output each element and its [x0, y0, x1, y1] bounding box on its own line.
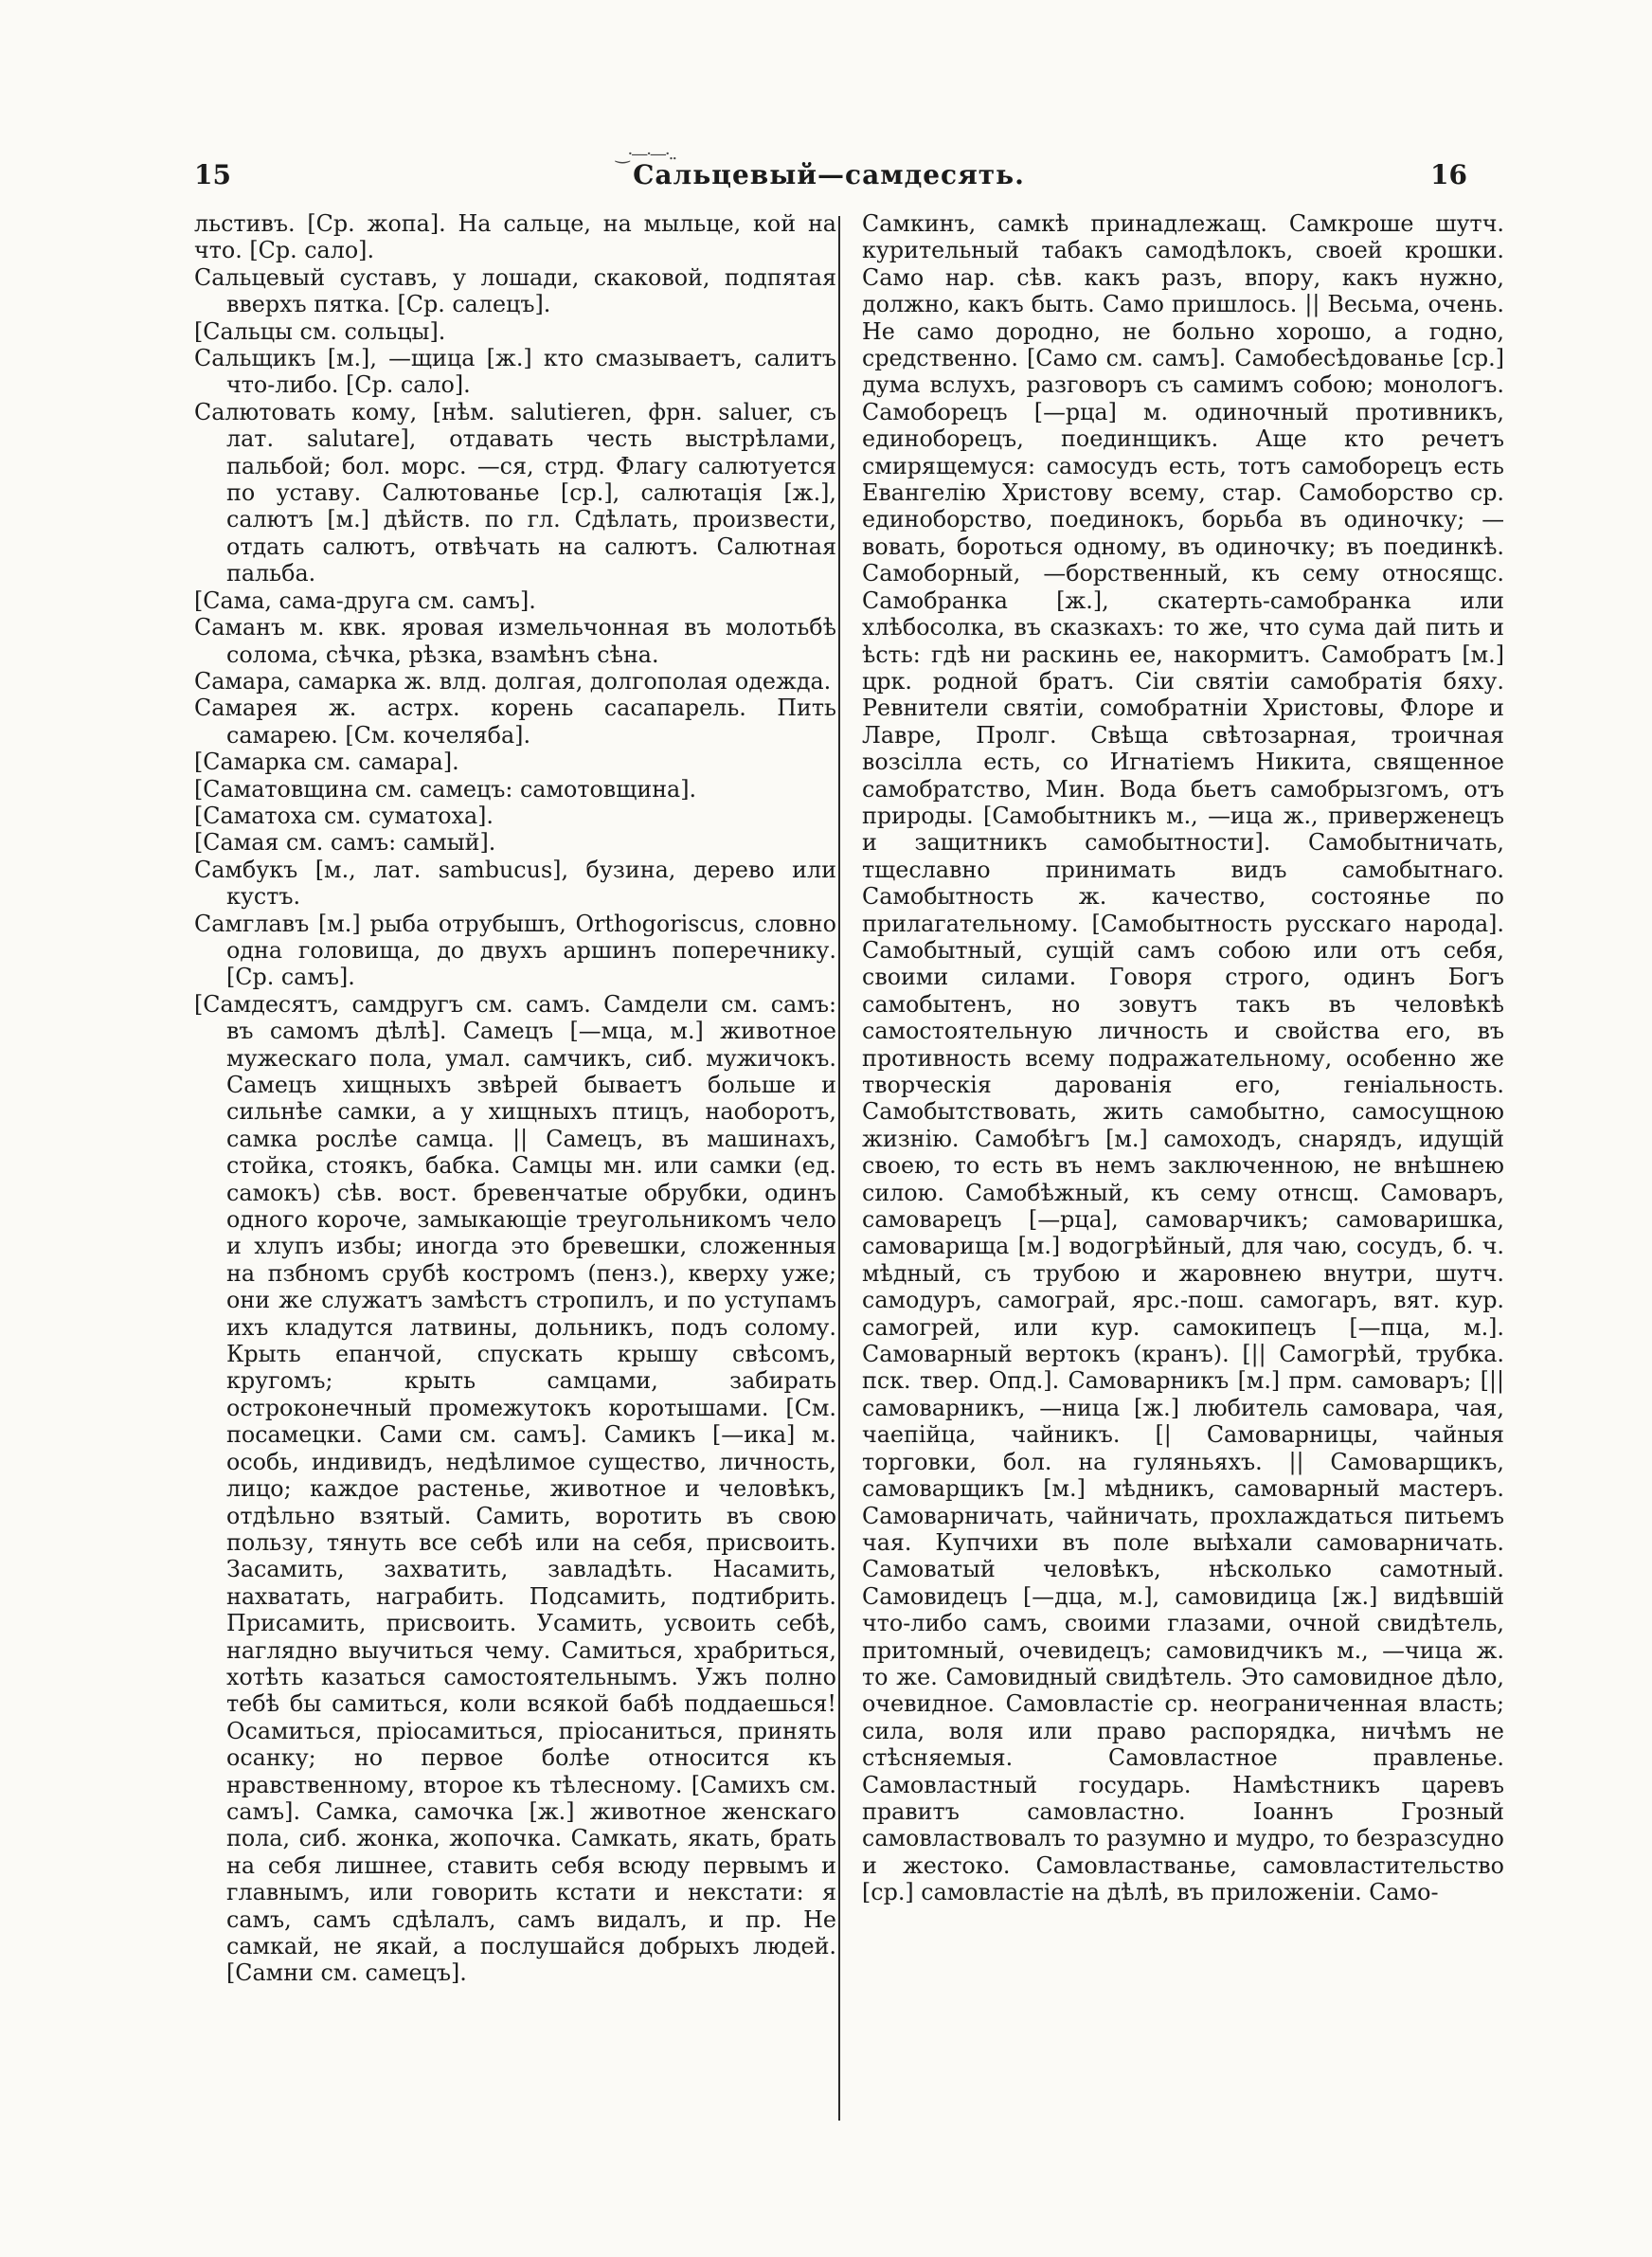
entry: льстивъ. [Ср. жопа]. На сальце, на мыльце, кой на что. [Ср. сало]. [194, 210, 836, 264]
right-column [862, 210, 1504, 2134]
entry: [Саматовщина см. самецъ: самотовщина]. [194, 775, 697, 803]
entry: [Самая см. самъ: самый]. [194, 829, 496, 857]
entry: [Саматоха см. суматоха]. [194, 802, 494, 829]
entry: [Сама, сама-друга см. самъ]. [194, 587, 536, 614]
running-header [0, 144, 1652, 208]
entry: Самбукъ [м., лат. sambucus], бузина, дерево или кустъ. [194, 856, 836, 911]
entry: Сальщикъ [м.], —щица [ж.] кто смазываетъ, салитъ что-либо. [Ср. сало]. [194, 345, 836, 399]
header-ornament: ‿·—·—·.. [616, 144, 676, 164]
entry: Самкинъ, самкѣ принадлежащ. Самкроше шутч. курительный табакъ самодѣлокъ, своей крошки. Само нар. сѣв. какъ разъ, впору, какъ нужно, должно, какъ быть. Само пришлось. || Весьма, очень. Не само дородно, не больно хорошо, а годно, средственно. [Само см. самъ]. Самобесѣдованье [ср.] дума вслухъ, разговоръ съ самимъ собою; монологъ. Самоборецъ [—рца] м. одиночный противникъ, единоборецъ, поединщикъ. Аще кто речетъ смирящемуся: самосудъ есть, тотъ самоборецъ есть Евангелію Христову всему, стар. Самоборство ср. единоборство, поединокъ, борьба въ одиночку; —вовать, бороться одному, въ одиночку; въ поединкѣ. Самоборный, —борственный, къ сему относящс. Самобранка [ж.], скатерть-самобранка или хлѣбосолка, въ сказкахъ: то же, что сума дай пить и ѣсть: гдѣ ни раскинь ее, накормитъ. Самобратъ [м.] црк. родной братъ. Сіи святіи самобратія бяху. Ревнители святіи, сомобратніи Христовы, Флоре и Лавре, Пролг. Свѣща свѣтозарная, троичная возсілла есть, со Игнатіемъ Никита, священное самобратство, Мин. Вода бьетъ самобрызгомъ, отъ природы. [Самобытникъ м., —ица ж., приверженецъ и защитникъ самобытности]. Самобытничать, тщеславно принимать видъ самобытнаго. Самобытность ж. качество, состоянье по прилагательному. [Самобытность русскаго народа]. Самобытный, сущій самъ собою или отъ себя, своими силами. Говоря строго, одинъ Богъ самобытенъ, но зовутъ такъ въ человѣкѣ самостоятельную личность и свойства его, въ противность всему подражательному, особенно же творческія дарованія его, геніальность. Самобытствовать, жить самобытно, самосущною жизнію. Самобѣгъ [м.] самоходъ, снарядъ, идущій своею, то есть въ немъ заключенною, не внѣшнею силою. Самобѣжный, къ сему отнсщ. Самоваръ, самоварецъ [—рца], самоварчикъ; самоваришка, самоварища [м.] водогрѣйный, для чаю, сосудъ, б. ч. мѣдный, съ трубою и жаровнею внутри, шутч. самодуръ, самограй, ярс.-пош. самогаръ, вят. кур. самогрей, или кур. самокипецъ [—пца, м.]. Самоварный вертокъ (кранъ). [|| Самогрѣй, трубка. пск. твер. Опд.]. Самоварникъ [м.] прм. самоваръ; [|| самоварникъ, —ница [ж.] любитель самовара, чая, чаепійца, чайникъ. [| Самоварницы, чайныя торговки, бол. на гуляньяхъ. || Самоварщикъ, самоварщикъ [м.] мѣдникъ, самоварный мастеръ. Самоварничать, чайничать, прохлаждаться питьемъ чая. Купчихи въ поле выѣхали самоварничать. Самоватый человѣкъ, нѣсколько самотный. Самовидецъ [—дца, м.], самовидица [ж.] видѣвшій что-либо самъ, своими глазами, очной свидѣтель, притомный, очевидецъ; самовидчикъ м., —чица ж. то же. Самовидный свидѣтель. Это самовидное дѣло, очевидное. Самовластіе ср. неограниченная власть; сила, воля или право распорядка, ничѣмъ не стѣсняемыя. Самовластное правленье. Самовластный государь. Намѣстникъ царевъ правитъ самовластно. Іоаннъ Грозный самовластвовалъ то разумно и мудро, то безразсудно и жестоко. Самовластванье, самовластительство [ср.] самовластіе на дѣлѣ, въ приложеніи. Само- [862, 210, 1504, 1906]
entry: [Самарка см. самара]. [194, 749, 459, 776]
entry: Саманъ м. квк. яровая измельчонная въ молотьбѣ солома, сѣчка, рѣзка, взамѣнъ сѣна. [194, 614, 836, 668]
entry: [Сальцы см. сольцы]. [194, 317, 446, 345]
column-divider [838, 216, 840, 2121]
entry: Сальцевый суставъ, у лошади, скаковой, подпятая вверхъ пятка. [Ср. салецъ]. [194, 263, 836, 318]
page-number-left: 15 [194, 159, 231, 190]
page-number-right: 16 [1430, 159, 1467, 190]
left-column [194, 210, 836, 2134]
entry: Самглавъ [м.] рыба отрубышъ, Orthogoriscus, словно одна головища, до двухъ аршинъ поперечнику. [Ср. самъ]. [194, 910, 836, 991]
entry: Самара, самарка ж. влд. долгая, долгополая одежда. [194, 667, 832, 695]
running-title: Сальцевый—самдесять. [633, 159, 1025, 190]
entry: Самарея ж. астрх. корень сасапарель. Пить самарею. [См. кочеляба]. [194, 695, 836, 749]
entry: [Самдесятъ, самдругъ см. самъ. Самдели см. самъ: въ самомъ дѣлѣ]. Самецъ [—мца, м.] животное мужескаго пола, умал. самчикъ, сиб. мужичокъ. Самецъ хищныхъ звѣрей бываетъ больше и сильнѣе самки, а у хищныхъ птицъ, наоборотъ, самка рослѣе самца. || Самецъ, въ машинахъ, стойка, стоякъ, бабка. Самцы мн. или самки (ед. самокъ) сѣв. вост. бревенчатые обрубки, одинъ одного короче, замыкающіе треугольникомъ чело и хлупъ избы; иногда это бревешки, сложенныя на пзбномъ срубѣ костромъ (пенз.), кверху уже; они же служатъ замѣстъ стропилъ, и по уступамъ ихъ кладутся латвины, дольникъ, подъ солому. Крыть епанчой, спускать крышу свѣсомъ, кругомъ; крыть самцами, забирать остроконечный промежутокъ коротышами. [См. посамецки. Сами см. самъ]. Самикъ [—ика] м. особь, индивидъ, недѣлимое существо, личность, лицо; каждое растенье, животное и человѣкъ, отдѣльно взятый. Самить, воротить въ свою пользу, тянуть все себѣ или на себя, присвоить. Засамить, захватить, завладѣть. Насамить, нахватать, награбить. Подсамить, подтибрить. Присамить, присвоить. Усамить, усвоить себѣ, наглядно выучиться чему. Самиться, храбриться, хотѣть казаться самостоятельнымъ. Ужъ полно тебѣ бы самиться, коли всякой бабѣ поддаешься! Осамиться, пріосамиться, пріосаниться, принять осанку; но первое болѣе относится къ нравственному, второе къ тѣлесному. [Самихъ см. самъ]. Самка, самочка [ж.] животное женскаго пола, сиб. жонка, жопочка. Самкать, якать, брать на себя лишнее, ставить себя всюду первымъ и главнымъ, или говорить кстати и некстати: я самъ, самъ сдѣлалъ, самъ видалъ, и пр. Не самкай, не якай, а послушайся добрыхъ людей. [Самни см. самецъ]. [194, 990, 836, 1987]
entry: Салютовать кому, [нѣм. salutieren, фрн. saluer, съ лат. salutare], отдавать честь выстрѣлами, пальбой; бол. морс. —ся, стрд. Флагу салютуется по уставу. Салютованье [ср.], салютація [ж.], салютъ [м.] дѣйств. по гл. Сдѣлать, произвести, отдать салютъ, отвѣчать на салютъ. Салютная пальба. [194, 398, 836, 587]
